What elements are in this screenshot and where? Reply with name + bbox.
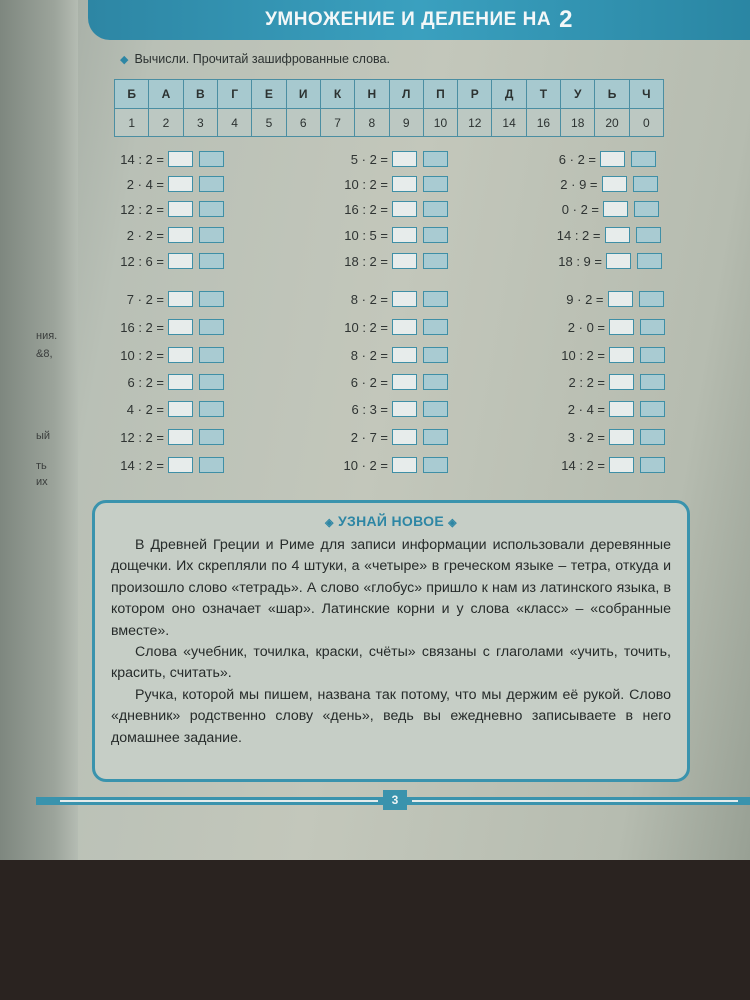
letter-box[interactable] (423, 374, 448, 390)
exercise-row (324, 346, 448, 364)
letter-box[interactable] (199, 457, 224, 473)
answer-box[interactable] (168, 176, 193, 192)
exercise-expression: 6 · 2 = (350, 374, 388, 390)
answer-box[interactable] (392, 291, 417, 307)
exercise-expression: 14 : 2 = (120, 151, 164, 167)
info-title (95, 513, 687, 529)
exercise-expression: 7 · 2 = (126, 291, 164, 307)
answer-box[interactable] (606, 253, 631, 269)
letter-box[interactable] (423, 319, 448, 335)
answer-box[interactable] (392, 253, 417, 269)
exercise-row (324, 252, 448, 270)
exercise-expression: 2 · 2 = (126, 227, 164, 243)
answer-box[interactable] (168, 291, 193, 307)
exercise-expression: 12 : 6 = (120, 253, 164, 269)
cipher-letter-cell: В (184, 80, 218, 108)
exercise-expression: 12 : 2 = (120, 201, 164, 217)
cipher-letter-cell: А (149, 80, 183, 108)
cipher-letter-cell: Р (458, 80, 492, 108)
letter-box[interactable] (423, 253, 448, 269)
exercise-row (100, 150, 224, 168)
letter-box[interactable] (199, 291, 224, 307)
header-title: УМНОЖЕНИЕ И ДЕЛЕНИЕ НА (265, 9, 552, 30)
exercise-row (541, 346, 665, 364)
letter-box[interactable] (199, 253, 224, 269)
answer-box[interactable] (392, 227, 417, 243)
exercise-row (324, 428, 448, 446)
answer-box[interactable] (392, 429, 417, 445)
exercise-row (100, 428, 224, 446)
exercise-row (100, 226, 224, 244)
cipher-number-cell: 8 (355, 109, 389, 137)
exercise-expression: 10 : 5 = (344, 227, 388, 243)
cipher-letter-cell: И (287, 80, 321, 108)
cipher-number-cell: 18 (561, 109, 595, 137)
answer-box[interactable] (168, 429, 193, 445)
answer-box[interactable] (392, 176, 417, 192)
answer-box[interactable] (168, 253, 193, 269)
exercise-expression: 6 · 2 = (558, 151, 596, 167)
margin-fragment: ый (36, 430, 51, 442)
footer-divider (60, 800, 378, 802)
answer-box[interactable] (609, 429, 634, 445)
letter-box[interactable] (631, 151, 656, 167)
exercise-row (541, 373, 665, 391)
answer-box[interactable] (168, 319, 193, 335)
answer-box[interactable] (605, 227, 630, 243)
exercise-row (534, 175, 658, 193)
previous-page-edge (0, 0, 78, 860)
margin-fragment: ния. (36, 330, 58, 342)
exercise-row (100, 456, 224, 474)
exercise-row (100, 400, 224, 418)
letter-box[interactable] (199, 227, 224, 243)
exercise-expression: 0 · 2 = (561, 201, 599, 217)
letter-box[interactable] (640, 319, 665, 335)
diamond-bullet-icon: ◈ (448, 517, 457, 529)
answer-box[interactable] (392, 401, 417, 417)
answer-box[interactable] (392, 374, 417, 390)
exercise-expression: 10 : 2 = (561, 347, 605, 363)
letter-box[interactable] (423, 151, 448, 167)
exercise-expression: 4 · 2 = (126, 401, 164, 417)
exercise-expression: 18 : 9 = (558, 253, 602, 269)
letter-box[interactable] (423, 291, 448, 307)
cipher-number-cell: 3 (184, 109, 218, 137)
cipher-number-cell: 6 (287, 109, 321, 137)
exercise-row (100, 346, 224, 364)
cipher-number-cell: 16 (527, 109, 561, 137)
margin-fragment: ть (36, 460, 47, 472)
exercise-row (537, 226, 661, 244)
exercise-expression: 10 : 2 = (120, 347, 164, 363)
exercise-row (100, 373, 224, 391)
instruction-text: Вычисли. Прочитай зашифрованные слова. (134, 52, 390, 66)
diamond-bullet-icon: ◈ (325, 517, 334, 529)
letter-box[interactable] (636, 227, 661, 243)
cipher-number-cell: 5 (252, 109, 286, 137)
answer-box[interactable] (392, 151, 417, 167)
answer-box[interactable] (392, 347, 417, 363)
margin-fragment: &8, (36, 348, 53, 360)
exercise-row (532, 150, 656, 168)
exercise-row (541, 400, 665, 418)
letter-box[interactable] (199, 429, 224, 445)
letter-box[interactable] (199, 347, 224, 363)
answer-box[interactable] (609, 319, 634, 335)
letter-box[interactable] (640, 347, 665, 363)
exercise-expression: 9 · 2 = (566, 291, 604, 307)
exercise-expression: 2 : 2 = (568, 374, 605, 390)
letter-box[interactable] (640, 457, 665, 473)
answer-box[interactable] (609, 374, 634, 390)
exercise-expression: 14 : 2 = (561, 457, 605, 473)
exercise-expression: 2 · 7 = (350, 429, 388, 445)
cipher-number-cell: 9 (390, 109, 424, 137)
cipher-numbers-row (115, 109, 663, 137)
page-number: 3 (383, 790, 407, 810)
letter-box[interactable] (640, 401, 665, 417)
exercise-row (324, 456, 448, 474)
letter-box[interactable] (639, 291, 664, 307)
exercise-expression: 2 · 4 = (567, 401, 605, 417)
exercise-expression: 10 · 2 = (343, 457, 388, 473)
exercise-row (324, 175, 448, 193)
cipher-letters-row (115, 80, 663, 109)
cipher-number-cell: 2 (149, 109, 183, 137)
cipher-letter-cell: Ч (642, 87, 651, 101)
exercise-expression: 16 : 2 = (120, 319, 164, 335)
letter-box[interactable] (423, 401, 448, 417)
exercise-expression: 6 : 3 = (351, 401, 388, 417)
info-title-text: УЗНАЙ НОВОЕ (338, 513, 444, 529)
letter-box[interactable] (199, 176, 224, 192)
exercise-row (541, 456, 665, 474)
margin-fragment: их (36, 476, 48, 488)
letter-box[interactable] (634, 201, 659, 217)
exercise-row (324, 290, 448, 308)
answer-box[interactable] (609, 347, 634, 363)
exercise-expression: 12 : 2 = (120, 429, 164, 445)
exercise-row (100, 290, 224, 308)
exercise-expression: 14 : 2 = (120, 457, 164, 473)
cipher-letter-cell: Б (115, 80, 149, 108)
page-header (88, 0, 750, 40)
answer-box[interactable] (609, 457, 634, 473)
learn-new-box (92, 500, 690, 782)
answer-box[interactable] (608, 291, 633, 307)
cipher-number-cell: 0 (643, 116, 650, 130)
cipher-table (114, 79, 664, 137)
answer-box[interactable] (168, 151, 193, 167)
letter-box[interactable] (423, 176, 448, 192)
letter-box[interactable] (199, 151, 224, 167)
answer-box[interactable] (168, 401, 193, 417)
exercise-row (324, 226, 448, 244)
cipher-letter-cell: Д (492, 80, 526, 108)
exercise-row (324, 400, 448, 418)
letter-box[interactable] (637, 253, 662, 269)
info-paragraph: В Древней Греции и Риме для записи информации использовали деревянные дощечки. Их скрепляли по 4 штуки, а «четыре» в греческом языке – тетра, откуда и произошло слово «тетрадь». А слово «глобус» пришло к нам из латинского языка, в котором оно означает «шар». Латинские корни и у слова «класс» – «собранные вместе». (111, 537, 671, 639)
letter-box[interactable] (423, 457, 448, 473)
header-number: 2 (559, 6, 573, 33)
exercise-expression: 6 : 2 = (127, 374, 164, 390)
cipher-letter-cell: К (321, 80, 355, 108)
answer-box[interactable] (392, 319, 417, 335)
answer-box[interactable] (392, 457, 417, 473)
letter-box[interactable] (423, 347, 448, 363)
letter-box[interactable] (640, 374, 665, 390)
cipher-number-cell: 4 (218, 109, 252, 137)
answer-box[interactable] (600, 151, 625, 167)
diamond-bullet-icon: ◆ (120, 53, 129, 66)
exercise-row (535, 200, 659, 218)
cipher-letter-cell: Ь (595, 80, 629, 108)
exercise-expression: 2 · 9 = (560, 176, 598, 192)
cipher-number-cell: 1 (115, 109, 149, 137)
exercise-expression: 14 : 2 = (556, 227, 601, 243)
answer-box[interactable] (168, 457, 193, 473)
letter-box[interactable] (423, 429, 448, 445)
answer-box[interactable] (603, 201, 628, 217)
exercise-expression: 2 · 0 = (567, 319, 605, 335)
cipher-letter-cell: У (561, 80, 595, 108)
exercise-row (324, 150, 448, 168)
letter-box[interactable] (640, 429, 665, 445)
cipher-number-cell: 7 (321, 109, 355, 137)
answer-box[interactable] (602, 176, 627, 192)
exercise-expression: 5 · 2 = (350, 151, 388, 167)
task-instruction (120, 52, 390, 66)
letter-box[interactable] (423, 201, 448, 217)
letter-box[interactable] (633, 176, 658, 192)
exercise-row (540, 290, 664, 308)
info-paragraph: Слова «учебник, точилка, краски, счёты» связаны с глаголами «учить, точить, красить, считать». (111, 644, 671, 682)
letter-box[interactable] (199, 201, 224, 217)
cipher-number-cell: 14 (492, 109, 526, 137)
exercise-expression: 2 · 4 = (126, 176, 164, 192)
exercise-row (541, 318, 665, 336)
cipher-number-cell: 12 (458, 109, 492, 137)
exercise-row (324, 318, 448, 336)
info-text (111, 535, 671, 749)
exercise-expression: 18 : 2 = (344, 253, 388, 269)
answer-box[interactable] (168, 227, 193, 243)
answer-box[interactable] (168, 347, 193, 363)
exercise-row (324, 373, 448, 391)
exercise-row (100, 200, 224, 218)
answer-box[interactable] (609, 401, 634, 417)
answer-box[interactable] (392, 201, 417, 217)
cipher-letter-cell: Г (218, 80, 252, 108)
answer-box[interactable] (168, 374, 193, 390)
letter-box[interactable] (199, 319, 224, 335)
info-paragraph: Ручка, которой мы пишем, названа так потому, что мы держим её рукой. Слово «дневник» родственно слову «день», ведь вы ежедневно записываете в него домашнее задание. (111, 686, 671, 746)
exercise-expression: 16 : 2 = (344, 201, 388, 217)
exercise-expression: 3 · 2 = (567, 429, 605, 445)
exercise-row (538, 252, 662, 270)
exercise-expression: 8 · 2 = (350, 291, 388, 307)
exercise-expression: 10 : 2 = (344, 176, 388, 192)
exercise-row (100, 252, 224, 270)
answer-box[interactable] (168, 201, 193, 217)
exercise-row (100, 175, 224, 193)
letter-box[interactable] (199, 401, 224, 417)
cipher-letter-cell: Н (355, 80, 389, 108)
cipher-letter-cell: Л (390, 80, 424, 108)
letter-box[interactable] (199, 374, 224, 390)
exercise-row (324, 200, 448, 218)
exercise-expression: 10 : 2 = (344, 319, 388, 335)
cipher-number-cell: 20 (595, 109, 629, 137)
cipher-letter-cell: П (424, 80, 458, 108)
footer-divider (412, 800, 738, 802)
cipher-number-cell: 10 (424, 109, 458, 137)
letter-box[interactable] (423, 227, 448, 243)
cipher-letter-cell: Т (527, 80, 561, 108)
exercise-expression: 8 · 2 = (350, 347, 388, 363)
exercise-row (541, 428, 665, 446)
cipher-letter-cell: Е (252, 80, 286, 108)
exercise-row (100, 318, 224, 336)
